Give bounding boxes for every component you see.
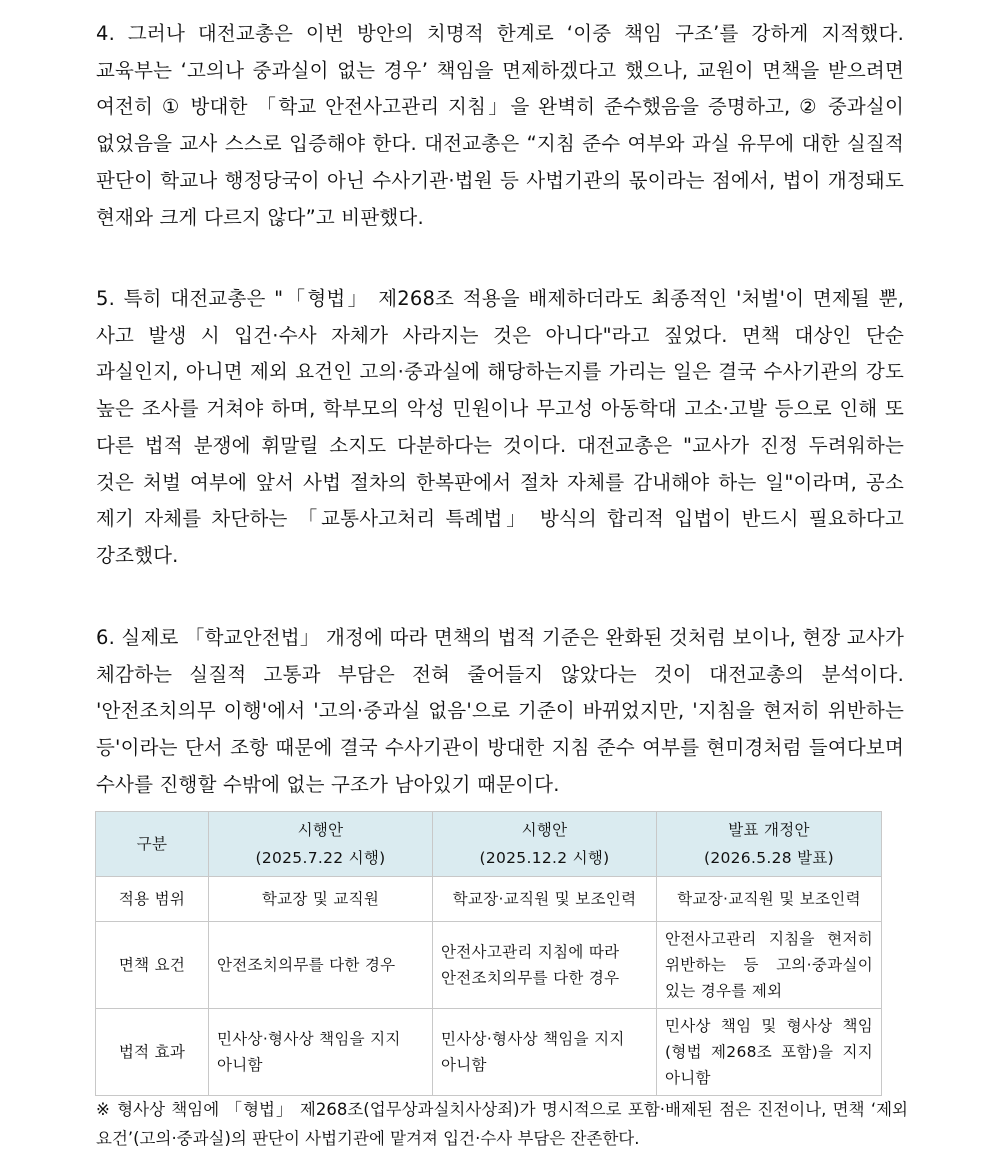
table-row [96,877,882,922]
table-cell: 학교장·교직원 및 보조인력 [657,877,882,922]
table-cell: 민사상 책임 및 형사상 책임(형법 제268조 포함)을 지지 아니함 [657,1009,882,1096]
table-cell: 안전사고관리 지침을 현저히 위반하는 등 고의·중과실이 있는 경우를 제외 [657,922,882,1009]
comparison-table [95,811,882,1096]
header-col-3-title: 발표 개정안 [728,821,810,839]
table-cell: 안전조치의무를 다한 경우 [209,922,433,1009]
row-label: 법적 효과 [96,1009,209,1096]
row-label: 적용 범위 [96,877,209,922]
table-cell: 민사상·형사상 책임을 지지 아니함 [433,1009,657,1096]
row-label: 면책 요건 [96,922,209,1009]
header-col-1 [209,812,433,877]
paragraph-4: 4. 그러나 대전교총은 이번 방안의 치명적 한계로 ‘이중 책임 구조’를 강하게 지적했다. 교육부는 ‘고의나 중과실이 없는 경우’ 책임을 면제하겠다고 했으나, 교원이 면책을 받으려면 여전히 ① 방대한 「학교 안전사고관리 지침」을 완벽히 준수했음을 증명하고, ② 중과실이 없었음을 교사 스스로 입증해야 한다. 대전교총은 “지침 준수 여부와 과실 유무에 대한 실질적 판단이 학교나 행정당국이 아닌 수사기관·법원 등 사법기관의 몫이라는 점에서, 법이 개정돼도 현재와 크게 다르지 않다”고 비판했다. [96,22,904,229]
table-body [96,877,882,1096]
paragraph-5: 5. 특히 대전교총은 "「형법」 제268조 적용을 배제하더라도 최종적인 '처벌'이 면제될 뿐, 사고 발생 시 입건·수사 자체가 사라지는 것은 아니다"라고 짚었다. 면책 대상인 단순 과실인지, 아니면 제외 요건인 고의·중과실에 해당하는지를 가리는 일은 결국 수사기관의 강도 높은 조사를 거쳐야 하며, 학부모의 악성 민원이나 무고성 아동학대 고소·고발 등으로 인해 또 다른 법적 분쟁에 휘말릴 소지도 다분하다는 것이다. 대전교총은 "교사가 진정 두려워하는 것은 처벌 여부에 앞서 사법 절차의 한복판에서 절차 자체를 감내해야 하는 일"이라며, 공소 제기 자체를 차단하는 「교통사고처리 특례법」 방식의 합리적 입법이 반드시 필요하다고 강조했다. [96,287,904,567]
table-cell: 학교장 및 교직원 [209,877,433,922]
header-col-2-title: 시행안 [521,821,568,839]
paragraph-6: 6. 실제로 「학교안전법」 개정에 따라 면책의 법적 기준은 완화된 것처럼 보이나, 현장 교사가 체감하는 실질적 고통과 부담은 전혀 줄어들지 않았다는 것이 대전교총의 분석이다. '안전조치의무 이행'에서 '고의·중과실 없음'으로 기준이 바뀌었지만, '지침을 현저히 위반하는 등'이라는 단서 조항 때문에 결국 수사기관이 방대한 지침 준수 여부를 현미경처럼 들여다보며 수사를 진행할 수밖에 없는 구조가 남아있기 때문이다. [96,626,904,796]
header-col-2-date: (2025.12.2 시행) [479,849,610,867]
table-header-row [96,812,882,877]
header-col-2 [433,812,657,877]
table-cell: 안전사고관리 지침에 따라 안전조치의무를 다한 경우 [433,922,657,1009]
header-col-3 [657,812,882,877]
header-col-1-title: 시행안 [297,821,344,839]
table-row [96,1009,882,1096]
table-cell: 학교장·교직원 및 보조인력 [433,877,657,922]
header-category: 구분 [96,812,209,877]
table-header [96,812,882,877]
header-col-3-date: (2026.5.28 발표) [703,849,835,867]
footnote: ※ 형사상 책임에 「형법」 제268조(업무상과실치사상죄)가 명시적으로 포함·배제된 점은 진전이나, 면책 ‘제외 요건’(고의·중과실)의 판단이 사법기관에 맡겨져 입건·수사 부담은 잔존한다. [96,1100,908,1148]
table-row [96,922,882,1009]
header-col-1-date: (2025.7.22 시행) [255,849,386,867]
table-cell: 민사상·형사상 책임을 지지 아니함 [209,1009,433,1096]
